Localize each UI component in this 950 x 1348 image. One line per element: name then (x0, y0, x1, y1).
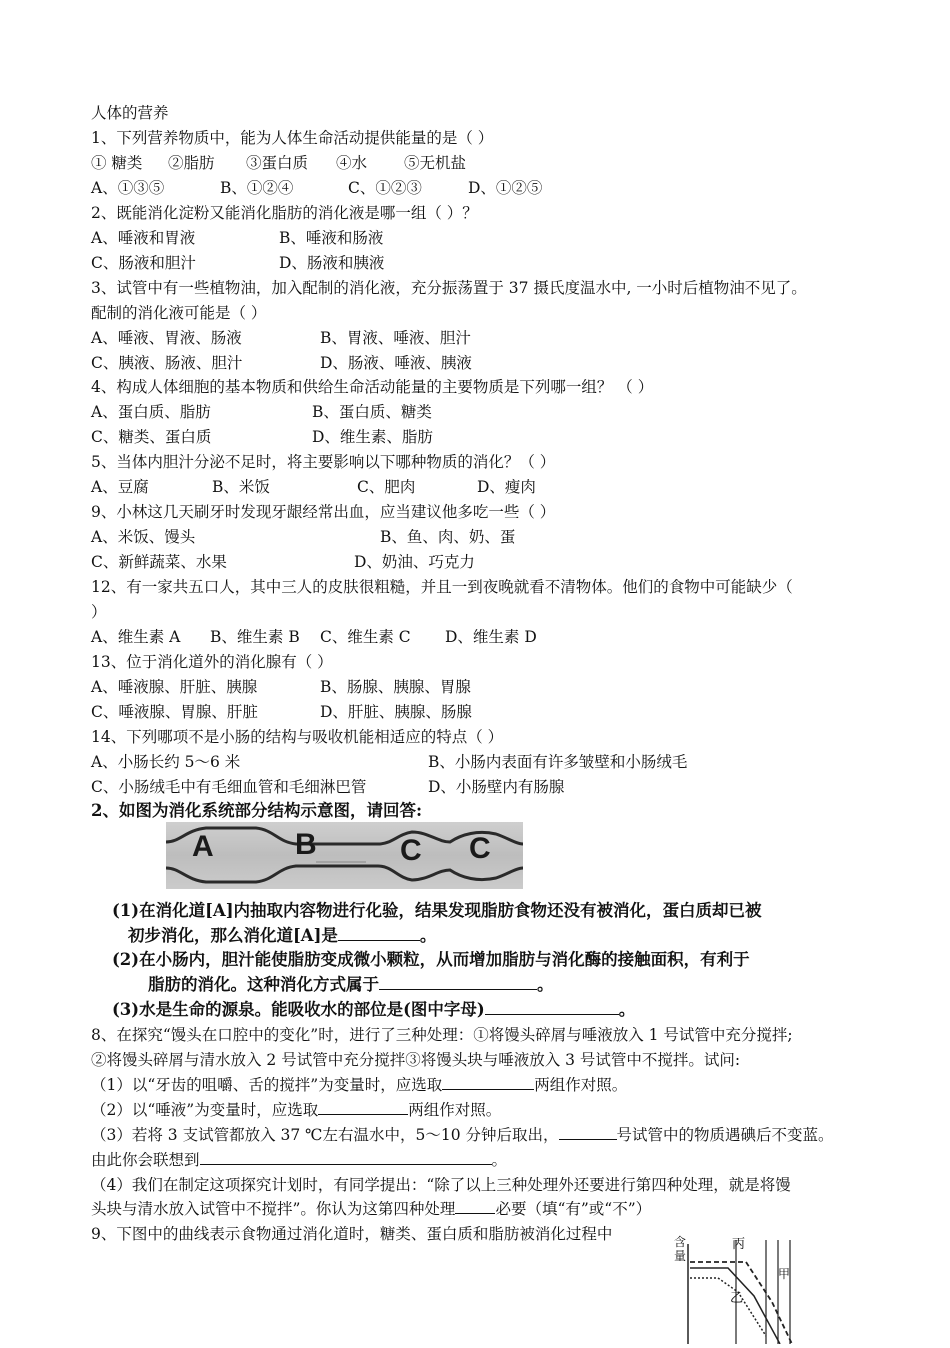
answer-blank[interactable] (442, 1075, 534, 1090)
q8-stem: 8、在探究“馒头在口腔中的变化”时，进行了三种处理：①将馒头碎屑与唾液放入 1 号试管中充分搅拌; (91, 1026, 793, 1044)
q9b-stem: 9、下图中的曲线表示食物通过消化道时，糖类、蛋白质和脂肪被消化过程中 (91, 1225, 613, 1243)
q14-option: A、小肠长约 5～6 米 (91, 753, 241, 771)
q5-option: D、瘦肉 (477, 478, 536, 496)
q2-option: A、唾液和胃液 (91, 229, 196, 247)
q9a-option: A、米饭、馒头 (91, 528, 196, 546)
q3-stem-cont: 配制的消化液可能是（ ） (91, 304, 267, 322)
part2-q3-end: 。 (618, 1000, 636, 1019)
q1-item: ④水 (336, 154, 368, 172)
q3-option: D、肠液、唾液、胰液 (320, 354, 472, 372)
q8-stem-cont: ②将馒头碎屑与清水放入 2 号试管中充分搅拌③将馒头块与唾液放入 3 号试管中不搅拌。试问: (91, 1051, 741, 1069)
q8-sub3-end2: 。 (491, 1151, 508, 1169)
figure-label-c: C (400, 834, 422, 867)
q2-stem: 2、既能消化淀粉又能消化脂肪的消化液是哪一组（ ）？ (91, 204, 478, 222)
figure-label-a: A (192, 830, 214, 863)
q1-option: C、①②③ (348, 179, 422, 197)
q3-option: B、胃液、唾液、胆汁 (320, 329, 471, 347)
part2-q1: (1)在消化道[A]内抽取内容物进行化验，结果发现脂肪食物还没有被消化，蛋白质却已被 (112, 901, 762, 920)
q14-option: D、小肠壁内有肠腺 (428, 778, 565, 796)
q4-option: B、蛋白质、糖类 (312, 403, 432, 421)
q1-item: ③蛋白质 (246, 154, 309, 172)
q1-item: ① 糖类 (91, 154, 143, 172)
q1-option: A、①③⑤ (91, 179, 165, 197)
q2-option: B、唾液和肠液 (279, 229, 384, 247)
q14-stem: 14、下列哪项不是小肠的结构与吸收机能相适应的特点（ ） (91, 728, 504, 746)
answer-blank[interactable] (379, 975, 537, 990)
q2-option: C、肠液和胆汁 (91, 254, 196, 272)
q4-option: C、糖类、蛋白质 (91, 428, 212, 446)
q14-option: C、小肠绒毛中有毛细血管和毛细淋巴管 (91, 778, 367, 796)
q9a-option: B、鱼、肉、奶、蛋 (380, 528, 516, 546)
part2-q2: (2)在小肠内，胆汁能使脂肪变成微小颗粒，从而增加脂肪与消化酶的接触面积，有利于 (112, 950, 750, 969)
answer-blank[interactable] (338, 926, 420, 941)
q1-option: B、①②④ (220, 179, 294, 197)
graph-curve-label: 丙 (732, 1237, 746, 1252)
q4-stem: 4、构成人体细胞的基本物质和供给生命活动能量的主要物质是下列哪一组？ （ ） (91, 378, 654, 396)
answer-blank[interactable] (485, 1000, 619, 1015)
q13-stem: 13、位于消化道外的消化腺有（ ） (91, 653, 333, 671)
graph-curve-label: 甲 (778, 1267, 791, 1281)
answer-blank[interactable] (200, 1150, 492, 1165)
q14-option: B、小肠内表面有许多皱壁和小肠绒毛 (428, 753, 688, 771)
q2-option: D、肠液和胰液 (279, 254, 385, 272)
q5-option: C、肥肉 (357, 478, 416, 496)
q12-option: B、维生素 B (210, 628, 300, 646)
q12-option: A、维生素 A (91, 628, 181, 646)
part2-q2-text: 脂肪的消化。这种消化方式属于 (148, 975, 379, 994)
part2-q1-text: 初步消化，那么消化道[A]是 (128, 926, 338, 945)
graph-ylabel-1: 含 (674, 1235, 687, 1249)
q8-sub3-cont (91, 1150, 507, 1170)
part2-q2-cont (148, 975, 554, 995)
q9a-option: C、新鲜蔬菜、水果 (91, 553, 227, 571)
q13-option: B、肠腺、胰腺、胃腺 (320, 678, 471, 696)
q8-sub1-text: （1）以“牙齿的咀嚼、舌的搅拌”为变量时，应选取 (91, 1076, 443, 1094)
figure-label-c2: C (469, 832, 491, 865)
q4-option: A、蛋白质、脂肪 (91, 403, 211, 421)
figure-label-b: B (295, 828, 317, 861)
q13-option: C、唾液腺、胃腺、肝脏 (91, 703, 258, 721)
q1-stem: 1、下列营养物质中，能为人体生命活动提供能量的是（ ） (91, 129, 494, 147)
digestion-curve-graph (668, 1232, 798, 1344)
q8-sub4-cont (91, 1199, 651, 1219)
graph-ylabel-2: 量 (674, 1249, 687, 1263)
q12-option: C、维生素 C (320, 628, 411, 646)
q8-sub1 (91, 1075, 627, 1095)
q8-sub3 (91, 1125, 834, 1145)
part2-q1-end: 。 (419, 926, 437, 945)
q9a-stem: 9、小林这几天刷牙时发现牙龈经常出血，应当建议他多吃一些（ ） (91, 503, 556, 521)
q8-sub2-end: 两组作对照。 (408, 1101, 502, 1119)
q8-sub2 (91, 1100, 501, 1120)
q1-option: D、①②⑤ (468, 179, 543, 197)
page-title: 人体的营养 (91, 104, 169, 122)
q9a-option: D、奶油、巧克力 (354, 553, 475, 571)
section-heading: 2、如图为消化系统部分结构示意图，请回答: (91, 801, 423, 820)
q5-option: A、豆腐 (91, 478, 149, 496)
q13-option: D、肝脏、胰腺、肠腺 (320, 703, 472, 721)
answer-blank[interactable] (559, 1125, 617, 1140)
q5-option: B、米饭 (212, 478, 270, 496)
digestive-tract-figure (166, 822, 523, 889)
q4-option: D、维生素、脂肪 (312, 428, 433, 446)
q3-option: A、唾液、胃液、肠液 (91, 329, 242, 347)
q12-option: D、维生素 D (445, 628, 537, 646)
q8-sub4-end: 必要（填“有”或“不”） (495, 1200, 652, 1218)
part2-q3 (112, 1000, 635, 1020)
q12-stem-cont: ） (91, 603, 107, 621)
q5-stem: 5、当体内胆汁分泌不足时，将主要影响以下哪种物质的消化？（ ） (91, 453, 556, 471)
q1-item: ②脂肪 (168, 154, 215, 172)
q8-sub3-text: （3）若将 3 支试管都放入 37 ℃左右温水中，5～10 分钟后取出， (91, 1126, 559, 1144)
q8-sub4-text: 头块与清水放入试管中不搅拌”。你认为这第四种处理 (91, 1200, 456, 1218)
graph-curve-label: 乙 (730, 1291, 744, 1306)
q8-sub1-end: 两组作对照。 (534, 1076, 628, 1094)
answer-blank[interactable] (318, 1100, 408, 1115)
part2-q3-text: (3)水是生命的源泉。能吸收水的部位是(图中字母) (112, 1000, 485, 1019)
q8-sub3-text2: 由此你会联想到 (91, 1151, 200, 1169)
q8-sub4: （4）我们在制定这项探究计划时，有同学提出：“除了以上三种处理外还要进行第四种处理，就是将馒 (91, 1176, 791, 1194)
q8-sub2-text: （2）以“唾液”为变量时，应选取 (91, 1101, 319, 1119)
part2-q2-end: 。 (537, 975, 554, 994)
q8-sub3-end: 号试管中的物质遇碘后不变蓝。 (616, 1126, 834, 1144)
part2-q1-cont (128, 926, 436, 946)
answer-blank[interactable] (455, 1199, 495, 1214)
q13-option: A、唾液腺、肝脏、胰腺 (91, 678, 258, 696)
q3-option: C、胰液、肠液、胆汁 (91, 354, 243, 372)
q3-stem: 3、试管中有一些植物油，加入配制的消化液，充分振荡置于 37 摄氏度温水中, 一小时后植物油不见了。 (91, 279, 807, 297)
q1-item: ⑤无机盐 (404, 154, 467, 172)
q12-stem: 12、有一家共五口人，其中三人的皮肤很粗糙，并且一到夜晚就看不清物体。他们的食物中可能缺少（ (91, 578, 793, 596)
